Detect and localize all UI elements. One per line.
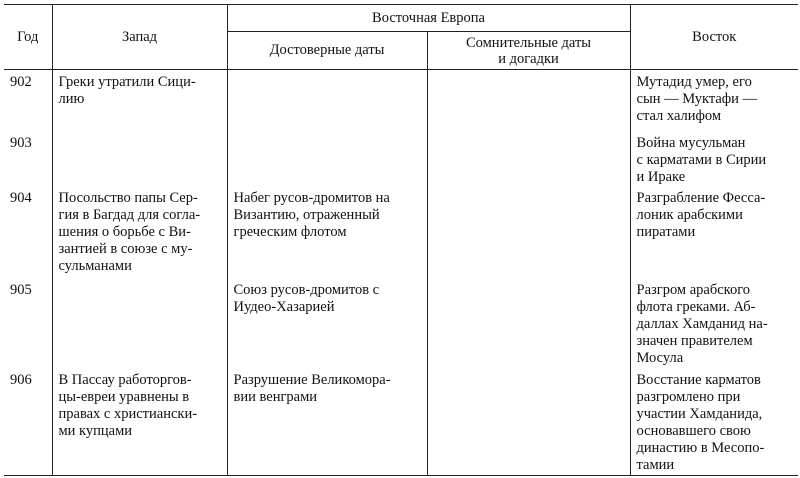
table-row xyxy=(4,131,798,186)
header-east: Восток xyxy=(630,5,798,70)
doubtful-cell xyxy=(427,368,630,476)
year-cell: 903 xyxy=(10,134,32,151)
reliable-cell: Разрушение Великомора- вии венграми xyxy=(227,368,427,476)
east-cell: Война мусульман с карматами в Сирии и Ираке xyxy=(630,131,798,186)
west-cell xyxy=(52,278,227,368)
header-year: Год xyxy=(4,5,52,70)
table-row xyxy=(4,368,798,476)
reliable-cell: Набег русов-дромитов на Византию, отраженный греческим флотом xyxy=(227,186,427,278)
year-cell: 905 xyxy=(10,281,32,298)
doubtful-cell xyxy=(427,70,630,131)
reliable-cell xyxy=(227,70,427,131)
east-cell: Разгром арабского флота греками. Аб- даллах Хамданид на- значен правителем Мосула xyxy=(630,278,798,368)
doubtful-cell xyxy=(427,278,630,368)
east-cell: Разграбление Фесса- лоник арабскими пиратами xyxy=(630,186,798,278)
west-cell xyxy=(52,131,227,186)
header-west: Запад xyxy=(52,5,227,70)
table-row xyxy=(4,278,798,368)
doubtful-cell xyxy=(427,131,630,186)
east-cell: Восстание карматов разгромлено при участии Хамданида, основавшего свою династию в Месопо- тамии xyxy=(630,368,798,476)
header-doubtful-dates: Сомнительные даты и догадки xyxy=(427,32,630,70)
table-row xyxy=(4,186,798,278)
doubtful-cell xyxy=(427,186,630,278)
west-cell: Греки утратили Сици- лию xyxy=(52,70,227,131)
year-cell: 904 xyxy=(10,189,32,206)
reliable-cell: Союз русов-дромитов с Иудео-Хазарией xyxy=(227,278,427,368)
west-cell: В Пассау работоргов- цы-евреи уравнены в правах с христиански- ми купцами xyxy=(52,368,227,476)
east-cell: Мутадид умер, его сын — Муктафи — стал халифом xyxy=(630,70,798,131)
header-eastern-europe: Восточная Европа xyxy=(227,5,630,32)
header-reliable-dates: Достоверные даты xyxy=(227,32,427,70)
west-cell: Посольство папы Сер- гия в Багдад для согла- шения о борьбе с Ви- зантией в союзе с му- сульманами xyxy=(52,186,227,278)
table-row xyxy=(4,70,798,131)
year-cell: 906 xyxy=(4,368,52,476)
chronology-table xyxy=(4,4,798,476)
reliable-cell xyxy=(227,131,427,186)
year-cell: 902 xyxy=(10,74,32,90)
